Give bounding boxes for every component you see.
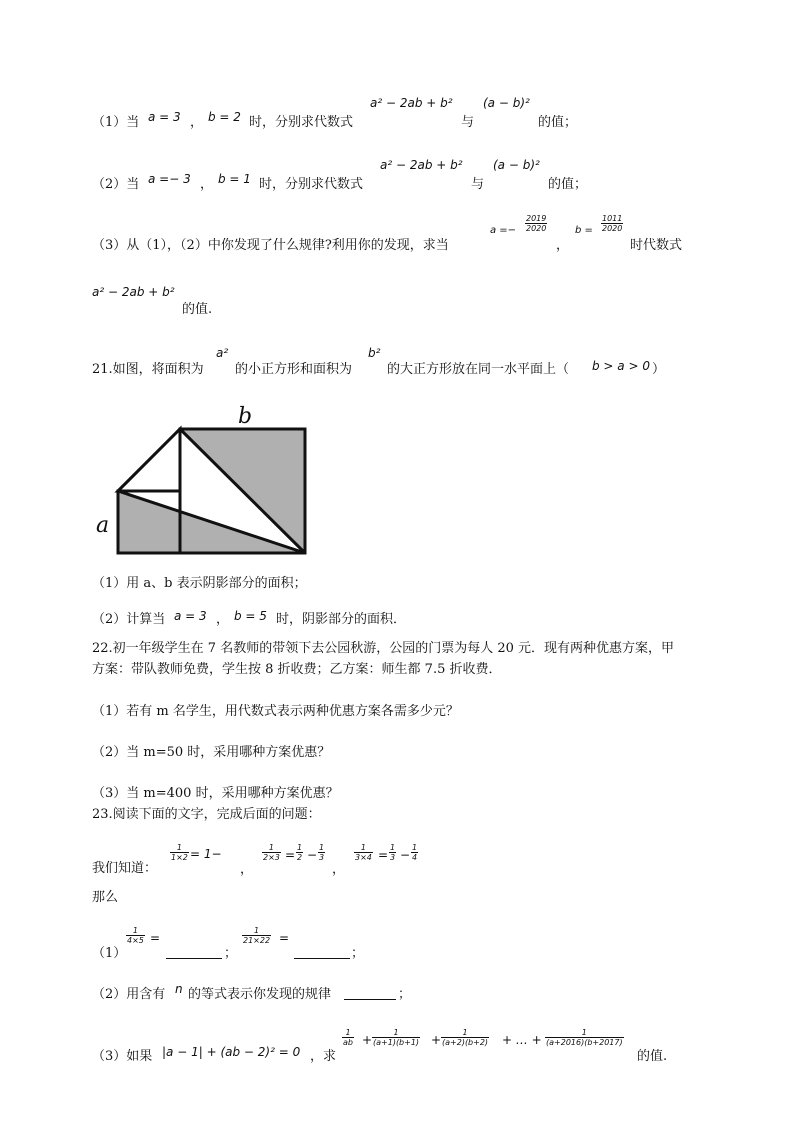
q23-sum-term2: $\frac{1}{(a+1)(b+1)}$	[373, 1028, 420, 1047]
q20-p1-expr2: (a − b)²	[483, 96, 530, 110]
q20-p2-a: a =− 3	[148, 172, 191, 186]
q22-p3: （3）当 m=400 时，采用哪种方案优惠？	[92, 786, 339, 801]
q23-eq2-lhs: $\frac{1}{2\times 3}$	[263, 843, 280, 862]
q20-p1-expr1: a² − 2ab + b²	[370, 96, 453, 110]
q23-sum-plus2: +	[431, 1033, 442, 1047]
q23-p1-f2: $\frac{1}{21\times 22}$	[243, 926, 271, 945]
q20-p3-end: 时代数式	[630, 238, 683, 253]
q21-p2-b: b = 5	[234, 609, 267, 623]
q23-eq2-minus: −	[307, 848, 318, 862]
q20-p2-b: b = 1	[218, 172, 251, 186]
q20-p2-expr2: (a − b)²	[493, 158, 540, 172]
q23-eq3-b: $\frac{1}{4}$	[412, 843, 418, 862]
q23-p1-eq1: =	[150, 931, 161, 945]
q21-intro2: 的小正方形和面积为	[235, 362, 353, 377]
q21-a2: a²	[216, 346, 229, 360]
q23-eq1-rhs: = 1−	[190, 847, 222, 861]
q23-p3-end: 的值.	[637, 1049, 668, 1064]
q23-eq3-lhs: $\frac{1}{3\times 4}$	[355, 843, 372, 862]
q21-p1: （1）用 a、b 表示阴影部分的面积；	[92, 576, 307, 591]
q23-eq1-lhs: $\frac{1}{1\times 2}$	[171, 843, 188, 862]
q23-p3-prefix: （3）如果	[92, 1049, 153, 1064]
q20-p1-mid: 时，分别求代数式	[249, 115, 354, 130]
q21-p2-prefix: （2）计算当	[92, 612, 166, 627]
q23-p2-mid: 的等式表示你发现的规律	[188, 987, 332, 1002]
q23-then: 那么	[92, 890, 119, 905]
q21-b2: b²	[368, 346, 381, 360]
q23-p1-eq2: =	[279, 931, 290, 945]
q23-p1-blank1	[166, 946, 222, 959]
q21-p2-sep: ，	[216, 612, 230, 627]
q23-sum-plus1: +	[362, 1033, 373, 1047]
q23-sum-dots: + … +	[502, 1033, 542, 1047]
q23-p3-cond: |a − 1| + (ab − 2)² = 0	[162, 1045, 301, 1059]
label-b: b	[238, 404, 253, 429]
q23-known: 我们知道：	[92, 861, 158, 876]
q20-p1-with: 与	[461, 115, 475, 130]
q20-p1-end: 的值；	[538, 115, 578, 130]
q23-sum-term3: $\frac{1}{(a+2)(b+2)}$	[442, 1028, 489, 1047]
q23-eq2-eq: =	[285, 848, 296, 862]
q22-line1: 22.初一年级学生在 7 名教师的带领下去公园秋游，公园的门票为每人 20 元．现有两种优惠方案，甲	[92, 641, 675, 656]
q20-p2-end: 的值；	[548, 177, 588, 192]
q22-p2: （2）当 m=50 时，采用哪种方案优惠？	[92, 745, 331, 760]
q20-p3-a-lhs: a =−	[490, 225, 517, 236]
q21-intro3: 的大正方形放在同一水平面上（	[387, 362, 570, 377]
q23-eq3-minus: −	[400, 848, 411, 862]
q20-p3-text: （3）从（1），（2）中你发现了什么规律?利用你的发现，求当	[92, 238, 449, 253]
q20-p2-with: 与	[471, 177, 485, 192]
q23-p2-end: ；	[398, 987, 412, 1002]
q23-comma2: ，	[332, 862, 346, 877]
q21-p2-end: 时，阴影部分的面积．	[276, 612, 407, 627]
q20-p3-a-frac: $\frac{2019}{2020}$	[526, 214, 547, 233]
q20-p1-a: a = 3	[148, 110, 181, 124]
q23-eq2-a: $\frac{1}{2}$	[297, 843, 303, 862]
q23-p2-prefix: （2）用含有	[92, 987, 166, 1002]
q20-p2-expr1: a² − 2ab + b²	[380, 158, 463, 172]
label-a: a	[96, 513, 110, 538]
q21-intro4: ）	[652, 362, 666, 377]
q20-p2-prefix: （2）当	[92, 177, 140, 192]
q20-p3-sep: ，	[556, 238, 570, 253]
q23-comma1: ，	[240, 862, 254, 877]
q23-p1-f1: $\frac{1}{4\times 5}$	[127, 926, 144, 945]
q23-p2-n: n	[175, 982, 183, 996]
q20-p3-b-frac: $\frac{1011}{2020}$	[602, 214, 623, 233]
q20-p3-b-lhs: b =	[575, 225, 593, 236]
q21-intro1: 21.如图，将面积为	[92, 362, 204, 377]
q22-line2: 方案：带队教师免费，学生按 8 折收费；乙方案：师生都 7.5 折收费．	[92, 662, 502, 677]
q20-p1-prefix: （1）当	[92, 115, 140, 130]
q23-eq3-a: $\frac{1}{3}$	[390, 843, 396, 862]
q21-p2-a: a = 3	[174, 609, 207, 623]
q20-p3-expr: a² − 2ab + b²	[92, 285, 175, 299]
q23-eq3-eq: =	[378, 848, 389, 862]
q23-p1-prefix: （1）	[92, 946, 127, 961]
q23-sum-term1: $\frac{1}{ab}$	[343, 1028, 353, 1047]
q23-intro: 23.阅读下面的文字，完成后面的问题：	[92, 807, 321, 822]
q23-p1-blank2	[294, 946, 350, 959]
q20-p3-end2: 的值.	[182, 302, 213, 317]
q23-eq2-b: $\frac{1}{3}$	[319, 843, 325, 862]
q20-p2-mid: 时，分别求代数式	[259, 177, 364, 192]
q22-p1: （1）若有 m 名学生，用代数式表示两种优惠方案各需多少元？	[92, 704, 459, 719]
q23-p1-end: ；	[351, 946, 365, 961]
q23-p2-blank	[344, 987, 396, 1000]
q23-sum-term4: $\frac{1}{(a+2016)(b+2017)}$	[546, 1028, 623, 1047]
q20-p1-b: b = 2	[208, 110, 241, 124]
q23-p1-sep: ；	[224, 946, 238, 961]
q23-p3-mid: ，求	[310, 1049, 337, 1064]
q20-p1-sep: ，	[190, 115, 204, 130]
q21-cond: b > a > 0	[592, 359, 650, 373]
q20-p2-sep: ，	[200, 177, 214, 192]
